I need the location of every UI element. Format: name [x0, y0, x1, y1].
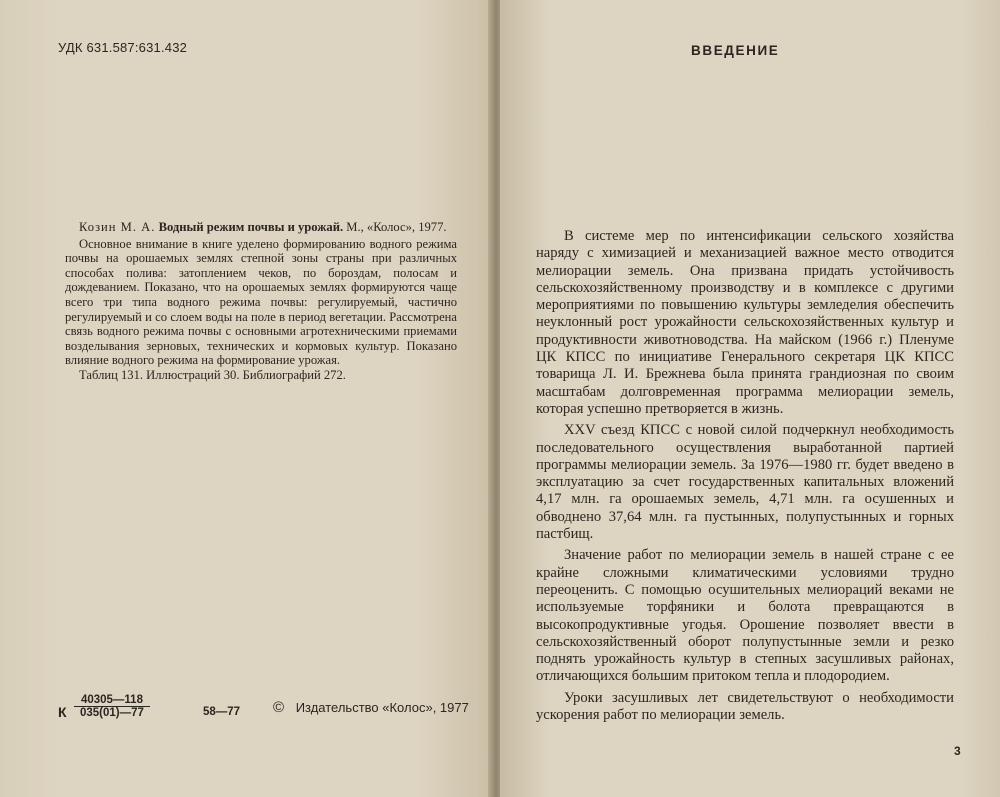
- index-fraction: [74, 694, 150, 719]
- section-heading: ВВЕДЕНИЕ: [691, 43, 780, 58]
- book-title: Водный режим почвы и урожай.: [158, 220, 344, 234]
- paragraph: Значение работ по мелиорации земель в нашей стране с ее крайне сложными климатическими условиями трудно переоценить. С помощью осушительных мелиораций веками не используемые торфяники и болота превращаются в высокопродуктивные угодья. Орошение позволяет ввести в сельскохозяйственный оборот полупустынные земли и резко поднять урожайность культур в степных засушливых районах, отличающихся большим притоком тепла и плодородием.: [536, 547, 954, 685]
- publisher-info: М., «Колос», 1977.: [346, 220, 447, 234]
- index-suffix: 58—77: [203, 706, 241, 718]
- udk-code: УДК 631.587:631.432: [58, 40, 188, 55]
- page-number: 3: [954, 744, 961, 758]
- copyright-icon: ©: [273, 699, 285, 716]
- index-letter: К: [58, 704, 67, 720]
- copyright-text: Издательство «Колос», 1977: [295, 700, 469, 715]
- annotation-body: Основное внимание в книге уделено формированию водного режима почвы на орошаемых землях степной зоны страны при различных способах полива: затоплением чеков, по бороздам, полосам и дождеванием. Показано, что на орошаемых землях формируются чаще всего три типа водного режима почвы: регулируемый, частично регулируемый и со слоем воды на поле в период вегетации. Рассмотрена связь водного режима почвы с основными агротехническими приемами возделывания зерновых, технических и кормовых культур. Показано влияние водного режима на формирование урожая.: [65, 236, 457, 368]
- copyright-line: [273, 699, 469, 716]
- book-annotation: [65, 220, 457, 383]
- right-page: [500, 0, 1000, 797]
- fraction-numerator: 40305—118: [74, 694, 150, 707]
- fraction-denominator: 035(01)—77: [80, 707, 144, 719]
- introduction-text: [536, 228, 954, 728]
- bibliographic-reference: [65, 220, 457, 235]
- paragraph: XXV съезд КПСС с новой силой подчеркнул необходимость последовательного осуществления выработанной партией программы мелиорации земель. За 1976—1980 гг. будет введено в эксплуатацию за счет государственных капитальных вложений 4,17 млн. га орошаемых земель, 4,71 млн. га осушенных и обводнено 37,64 млн. га пустынных, полупустынных и горных пастбищ.: [536, 422, 954, 543]
- left-page: [0, 0, 492, 797]
- paragraph: В системе мер по интенсификации сельского хозяйства наряду с химизацией и механизацией важное место отводится мелиорации земель. Она призвана придать устойчивость сельскохозяйственному производству и в комплексе с другими мероприятиями по повышению культуры земледелия обеспечить неуклонный рост урожайности сельскохозяйственных культур и продуктивности животноводства. На майском (1966 г.) Пленуме ЦК КПСС по инициативе Генерального секретаря ЦК КПСС товарища Л. И. Брежнева была принята грандиозная по своим масштабам долговременная программа мелиорации земель, которая успешно претворяется в жизнь.: [536, 228, 954, 417]
- tables-illustrations-line: Таблиц 131. Иллюстраций 30. Библиографий 272.: [79, 367, 346, 382]
- author-name: Козин М. А.: [79, 220, 156, 234]
- paragraph: Уроки засушливых лет свидетельствуют о необходимости ускорения работ по мелиорации земель.: [536, 689, 954, 724]
